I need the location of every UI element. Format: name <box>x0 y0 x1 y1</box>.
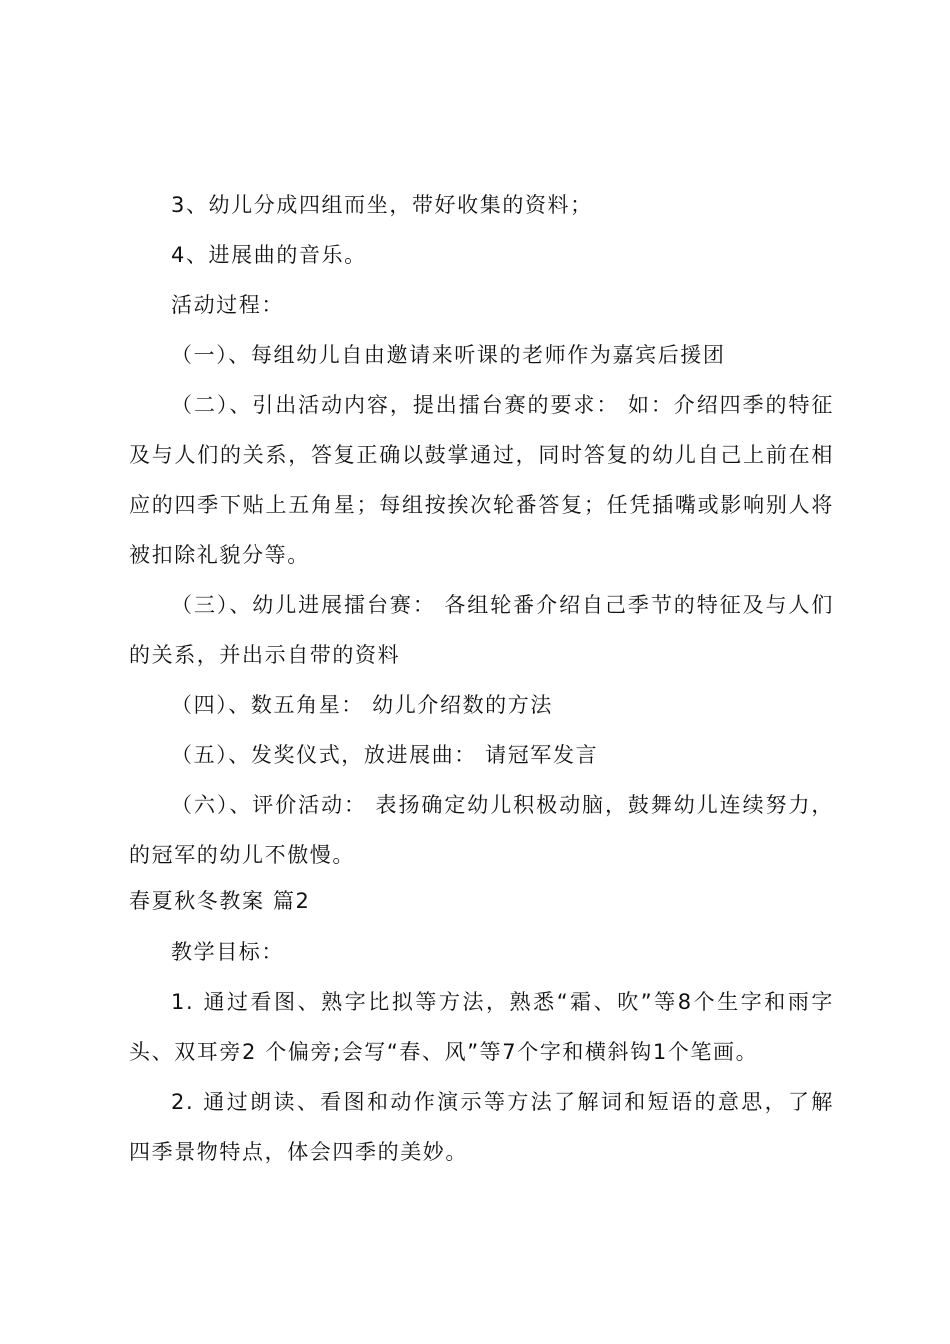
paragraph-step-4: （四）、数五角星： 幼儿介绍数的方法 <box>171 693 553 717</box>
paragraph-step-3: （三）、幼儿进展擂台赛： 各组轮番介绍自己季节的特征及与人们的关系，并出示自带的资料 <box>129 593 834 667</box>
paragraph-goal-2: 2. 通过朗读、看图和动作演示等方法了解词和短语的意思，了解四季景物特点，体会四季的美妙。 <box>129 1090 834 1164</box>
paragraph-materials-3: 3、幼儿分成四组而坐，带好收集的资料； <box>171 193 593 217</box>
paragraph-goals-title: 教学目标： <box>171 940 284 964</box>
paragraph-goal-1: 1. 通过看图、熟字比拟等方法，熟悉“霜、吹”等8个生字和雨字头、双耳旁2 个偏旁;会写“春、风”等7个字和横斜钩1个笔画。 <box>129 990 834 1064</box>
paragraph-step-5: （五）、发奖仪式，放进展曲： 请冠军发言 <box>171 743 599 767</box>
paragraph-step-6: （六）、评价活动： 表扬确定幼儿积极动脑，鼓舞幼儿连续努力，的冠军的幼儿不傲慢。 <box>129 793 834 867</box>
paragraph-step-1: （一）、每组幼儿自由邀请来听课的老师作为嘉宾后援团 <box>171 343 726 367</box>
section-heading-lesson-2: 春夏秋冬教案 篇2 <box>129 889 311 913</box>
paragraph-process-title: 活动过程： <box>171 293 284 317</box>
paragraph-materials-4: 4、进展曲的音乐。 <box>171 243 367 267</box>
paragraph-step-2: （二）、引出活动内容，提出擂台赛的要求： 如：介绍四季的特征及与人们的关系，答复正确以鼓掌通过，同时答复的幼儿自己上前在相应的四季下贴上五角星；每组按挨次轮番答复；任凭插嘴或影响别人将被扣除礼貌分等。 <box>129 393 834 567</box>
